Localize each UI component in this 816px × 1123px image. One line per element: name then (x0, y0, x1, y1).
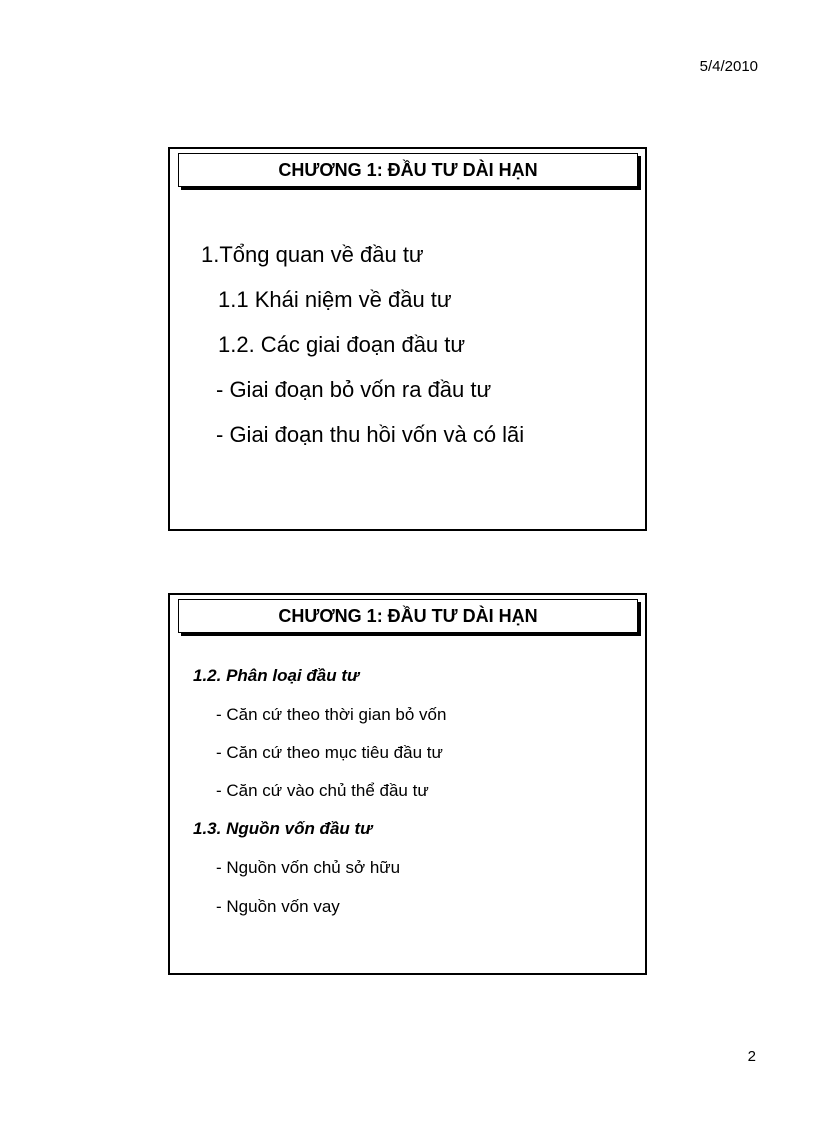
list-item: - Căn cứ theo mục tiêu đầu tư (216, 743, 443, 762)
slide-1-line: 1.Tổng quan về đầu tư (201, 242, 424, 267)
section-heading: 1.2. Phân loại đầu tư (193, 666, 360, 685)
slide-1-line: 1.2. Các giai đoạn đầu tư (218, 332, 466, 357)
section-heading: 1.3. Nguồn vốn đầu tư (193, 819, 373, 838)
list-item: - Căn cứ theo thời gian bỏ vốn (216, 705, 447, 724)
list-item: - Căn cứ vào chủ thể đầu tư (216, 781, 429, 800)
slide-1-line: - Giai đoạn thu hồi vốn và có lãi (216, 422, 525, 447)
page-number: 2 (747, 1048, 756, 1065)
list-item: - Nguồn vốn vay (216, 897, 340, 916)
list-item: - Nguồn vốn chủ sở hữu (216, 858, 401, 877)
slide-1-line: - Giai đoạn bỏ vốn ra đầu tư (216, 377, 492, 402)
slide-1-title: CHƯƠNG 1: ĐẦU TƯ DÀI HẠN (178, 153, 638, 187)
slide-2 (168, 593, 647, 975)
page-date: 5/4/2010 (699, 58, 758, 75)
slide-1-line: 1.1 Khái niệm về đầu tư (218, 287, 452, 312)
slide-2-title: CHƯƠNG 1: ĐẦU TƯ DÀI HẠN (178, 599, 638, 633)
slide-1 (168, 147, 647, 531)
